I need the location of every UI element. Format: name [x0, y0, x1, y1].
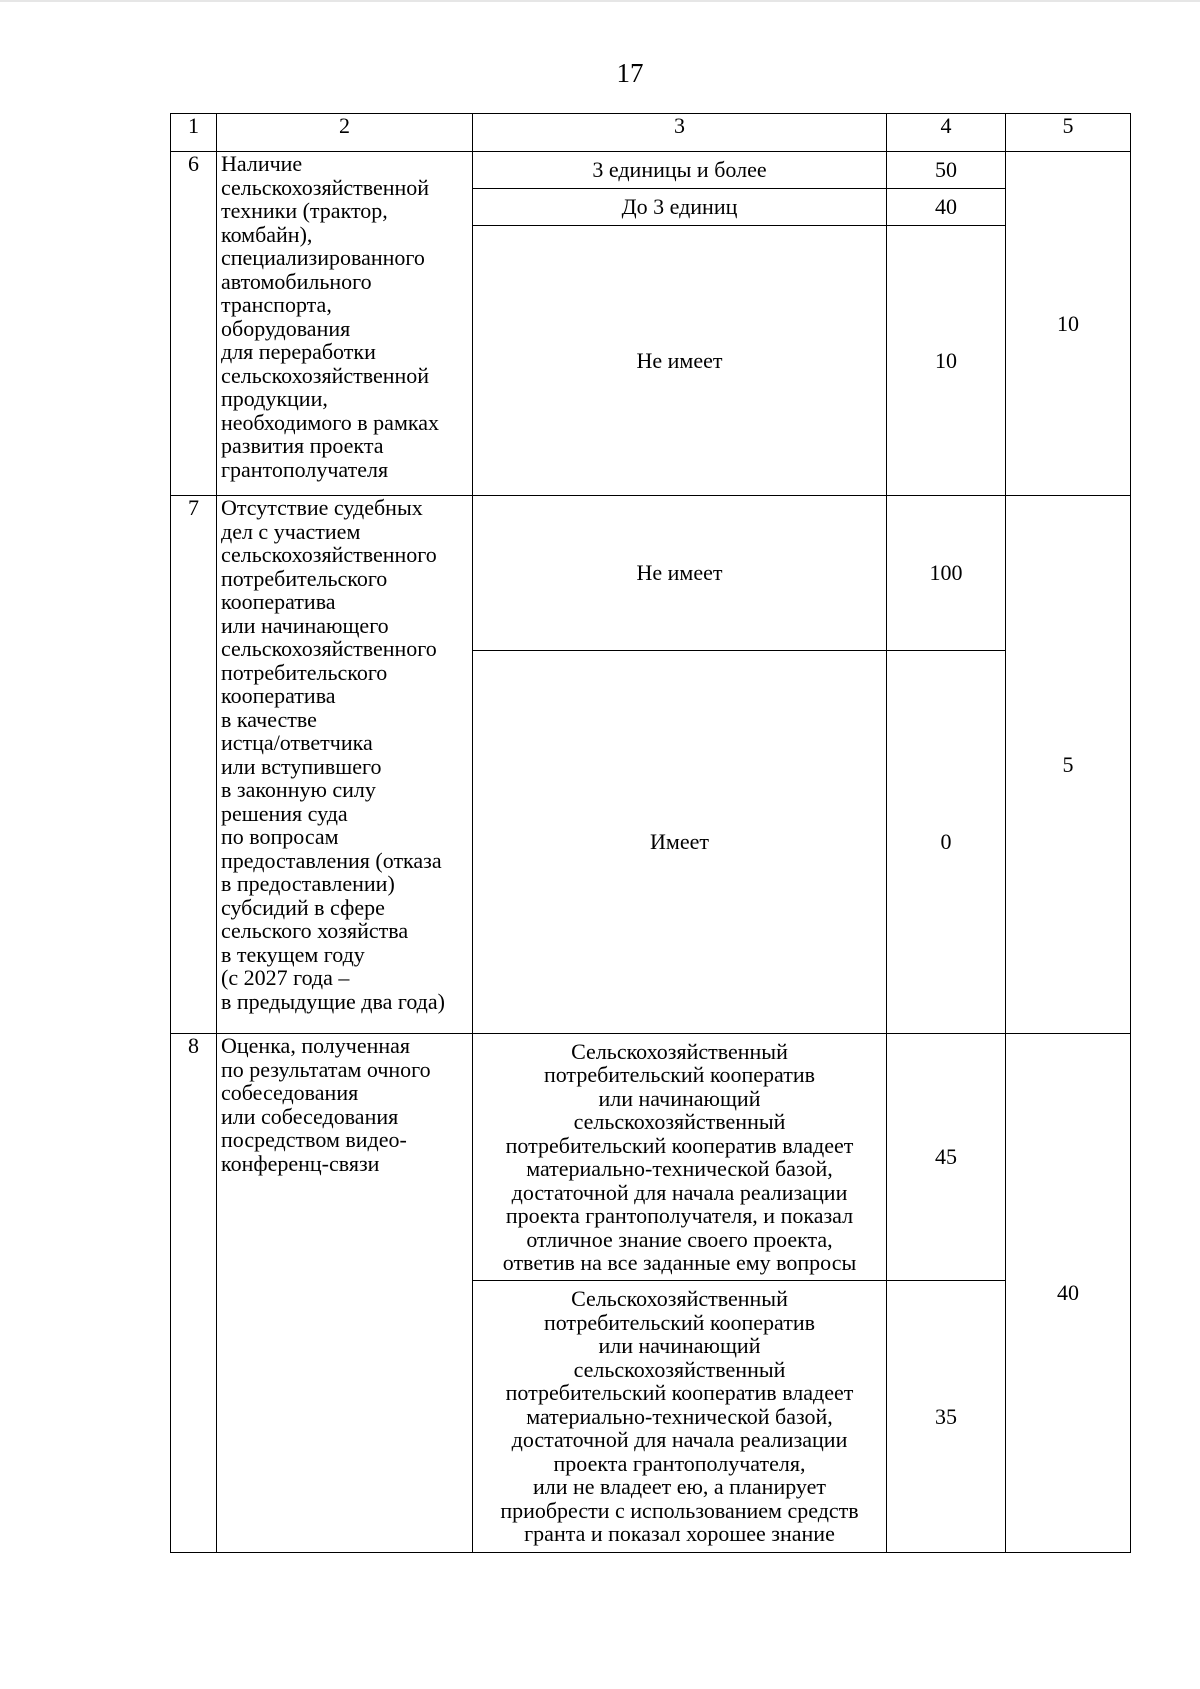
option-label: Не имеет: [473, 226, 887, 496]
criterion-description: Наличие сельскохозяйственной техники (трактор, комбайн), специализированного автомобильного транспорта, оборудования для переработки сельскохозяйственной продукции, необходимого в рамках развития проекта грантополучателя: [217, 152, 473, 496]
criterion-weight: 10: [1006, 152, 1131, 496]
option-label: Имеет: [473, 651, 887, 1034]
header-cell: 1: [171, 114, 217, 152]
option-label: 3 единицы и более: [473, 152, 887, 189]
criterion-number: 7: [171, 496, 217, 1034]
header-cell: 2: [217, 114, 473, 152]
option-label: Сельскохозяйственный потребительский кооператив или начинающий сельскохозяйственный потребительский кооператив владеет материально-технической базой, достаточной для начала реализации проекта грантополучателя, или не владеет ею, а планирует приобрести с использованием средств гранта и показал хорошее знание: [473, 1281, 887, 1553]
header-cell: 4: [887, 114, 1006, 152]
table-row: [171, 1034, 1131, 1281]
option-label: Сельскохозяйственный потребительский кооператив или начинающий сельскохозяйственный потребительский кооператив владеет материально-технической базой, достаточной для начала реализации проекта грантополучателя, и показал отличное знание своего проекта, ответив на все заданные ему вопросы: [473, 1034, 887, 1281]
option-label: До 3 единиц: [473, 189, 887, 226]
criterion-number: 6: [171, 152, 217, 496]
option-score: 10: [887, 226, 1006, 496]
option-score: 0: [887, 651, 1006, 1034]
table-row: [171, 152, 1131, 189]
option-score: 35: [887, 1281, 1006, 1553]
criteria-table: [170, 113, 1131, 1553]
criterion-number: 8: [171, 1034, 217, 1553]
option-score: 50: [887, 152, 1006, 189]
page-top-edge: [0, 0, 1200, 2]
option-score: 40: [887, 189, 1006, 226]
header-cell: 5: [1006, 114, 1131, 152]
criterion-description: Отсутствие судебных дел с участием сельскохозяйственного потребительского кооператива или начинающего сельскохозяйственного потребительского кооператива в качестве истца/ответчика или вступившего в законную силу решения суда по вопросам предоставления (отказа в предоставлении) субсидий в сфере сельского хозяйства в текущем году (с 2027 года – в предыдущие два года): [217, 496, 473, 1034]
criterion-weight: 5: [1006, 496, 1131, 1034]
criterion-weight: 40: [1006, 1034, 1131, 1553]
option-score: 45: [887, 1034, 1006, 1281]
page-number: 17: [616, 58, 644, 88]
table-header-row: [171, 114, 1131, 152]
header-cell: 3: [473, 114, 887, 152]
option-label: Не имеет: [473, 496, 887, 651]
option-score: 100: [887, 496, 1006, 651]
criterion-description: Оценка, полученная по результатам очного собеседования или собеседования посредством видео- конференц-связи: [217, 1034, 473, 1553]
table-row: [171, 496, 1131, 651]
